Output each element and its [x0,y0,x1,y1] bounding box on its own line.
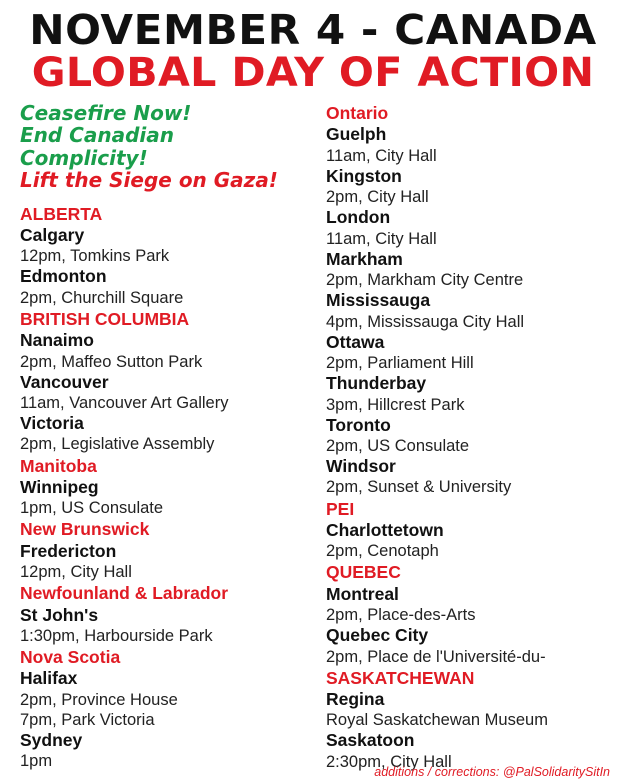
event-detail: 2pm, Sunset & University [326,478,512,497]
region-heading: Nova Scotia [20,647,121,668]
city-name: Windsor [326,456,396,477]
event-detail: Royal Saskatchewan Museum [326,711,548,730]
city-name: Thunderbay [326,373,427,394]
event-detail: 2pm, Parliament Hill [326,354,474,373]
event-detail: 11am, City Hall [326,229,437,248]
event-detail: 2pm, Markham City Centre [326,271,524,290]
event-detail: 2pm, Place-des-Arts [326,606,476,625]
city-name: Quebec City [326,625,429,646]
event-detail: 2pm, Legislative Assembly [20,435,215,454]
slogan-line-2: End Canadian [20,123,174,148]
left-entry-list [20,204,306,772]
event-detail: 12pm, City Hall [20,563,132,582]
region-heading: SASKATCHEWAN [326,667,475,688]
city-name: Mississauga [326,290,431,311]
city-name: Ottawa [326,331,385,352]
region-heading: PEI [326,498,355,519]
city-name: Markham [326,248,403,269]
poster-title-line-2: GLOBAL DAY OF ACTION [31,50,595,96]
city-name: Nanaimo [20,330,94,351]
event-detail: 2pm, Cenotaph [326,542,439,561]
event-detail: 3pm, Hillcrest Park [326,395,465,414]
city-name: Victoria [20,413,84,434]
event-detail: 1:30pm, Harbourside Park [20,626,213,645]
city-name: Winnipeg [20,476,99,497]
city-name: Toronto [326,414,391,435]
event-detail: 2pm, Province House [20,690,178,709]
right-column [320,102,612,772]
event-detail: 11am, City Hall [326,146,437,165]
city-name: Calgary [20,224,85,245]
city-name: Kingston [326,165,402,186]
city-name: Vancouver [20,371,109,392]
region-heading: Newfounland & Labrador [20,583,229,604]
city-name: Charlottetown [326,519,444,540]
event-detail: 2pm, US Consulate [326,436,470,455]
city-name: London [326,207,391,228]
event-detail: 2:30pm, City Hall [326,752,452,771]
city-name: Sydney [20,729,83,750]
region-heading: BRITISH COLUMBIA [20,308,190,329]
city-name: Halifax [20,668,78,689]
poster-title-line-1: NOVEMBER 4 - CANADA [29,6,597,54]
event-detail: 7pm, Park Victoria [20,710,155,729]
slogan-line-3: Complicity! [20,145,148,170]
right-entry-list [326,103,612,772]
city-name: St John's [20,604,99,625]
region-heading: QUEBEC [326,562,401,583]
event-detail: 2pm, Churchill Square [20,288,184,307]
region-heading: New Brunswick [20,519,150,540]
region-heading: Ontario [326,103,389,123]
region-heading: ALBERTA [20,203,103,224]
left-column [14,102,306,772]
city-name: Fredericton [20,540,117,561]
event-detail: 4pm, Mississauga City Hall [326,312,525,331]
event-detail: 11am, Vancouver Art Gallery [20,394,229,412]
event-detail: 2pm, Maffeo Sutton Park [20,352,203,371]
city-name: Guelph [326,124,387,145]
city-name: Saskatoon [326,730,415,751]
event-detail: 1pm [20,752,53,771]
event-detail: 12pm, Tomkins Park [20,247,170,266]
city-name: Edmonton [20,266,107,287]
city-name: Regina [326,689,385,709]
listing-columns [14,102,612,772]
slogan-line-1: Ceasefire Now! [20,101,192,125]
slogan-line-4: Lift the Siege on Gaza! [20,168,278,193]
poster-header [14,6,612,96]
city-name: Montreal [326,583,399,604]
slogan-block [20,102,306,192]
event-detail: 2pm, City Hall [326,188,429,207]
event-detail: 2pm, Place de l'Université-du- [326,647,546,666]
footer-credit: additions / corrections: @PalSolidaritySitIn [374,765,610,779]
event-detail: 1pm, US Consulate [20,499,164,518]
region-heading: Manitoba [20,455,97,476]
